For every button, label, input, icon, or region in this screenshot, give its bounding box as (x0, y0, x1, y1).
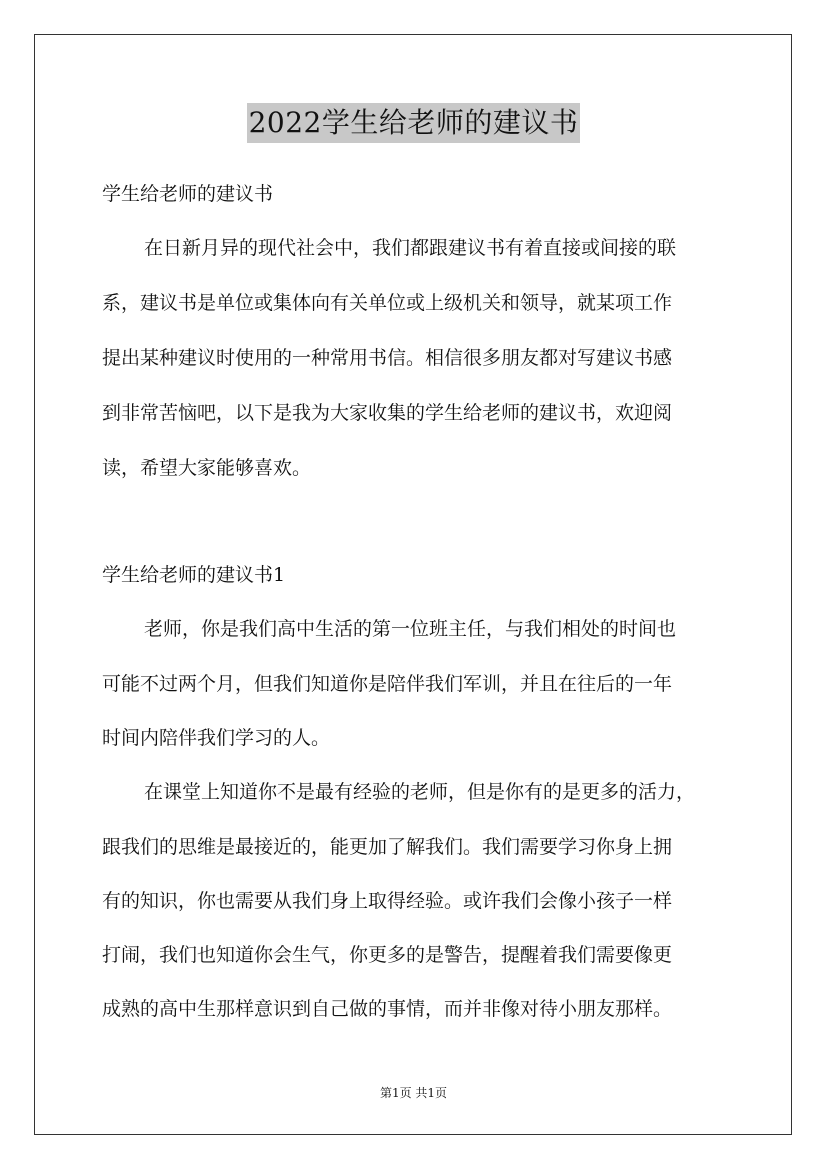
title-container (0, 103, 827, 143)
document-title: 2022学生给老师的建议书 (247, 103, 581, 143)
intro-line-3: 提出某种建议时使用的一种常用书信。相信很多朋友都对写建议书感 (102, 347, 673, 369)
paragraph2-line-1: 在课堂上知道你不是最有经验的老师，但是你有的是更多的活力， (144, 781, 696, 803)
section-heading: 学生给老师的建议书1 (102, 564, 286, 586)
paragraph2-line-2: 跟我们的思维是最接近的，能更加了解我们。我们需要学习你身上拥 (102, 836, 673, 858)
paragraph2-line-3: 有的知识，你也需要从我们身上取得经验。或许我们会像小孩子一样 (102, 890, 673, 912)
paragraph2-line-5: 成熟的高中生那样意识到自己做的事情，而并非像对待小朋友那样。 (102, 998, 673, 1020)
paragraph1-line-2: 可能不过两个月，但我们知道你是陪伴我们军训，并且在往后的一年 (102, 673, 673, 695)
intro-line-4: 到非常苦恼吧，以下是我为大家收集的学生给老师的建议书，欢迎阅 (102, 402, 673, 424)
paragraph1-line-3: 时间内陪伴我们学习的人。 (102, 727, 331, 749)
intro-line-5: 读，希望大家能够喜欢。 (102, 457, 312, 479)
document-subtitle: 学生给老师的建议书 (102, 183, 274, 205)
intro-line-2: 系，建议书是单位或集体向有关单位或上级机关和领导，就某项工作 (102, 292, 673, 314)
page-number-footer: 第1页 共1页 (379, 1086, 448, 1100)
intro-line-1: 在日新月异的现代社会中，我们都跟建议书有着直接或间接的联 (144, 237, 677, 259)
paragraph1-line-1: 老师，你是我们高中生活的第一位班主任，与我们相处的时间也 (144, 618, 677, 640)
paragraph2-line-4: 打闹，我们也知道你会生气，你更多的是警告，提醒着我们需要像更 (102, 944, 673, 966)
